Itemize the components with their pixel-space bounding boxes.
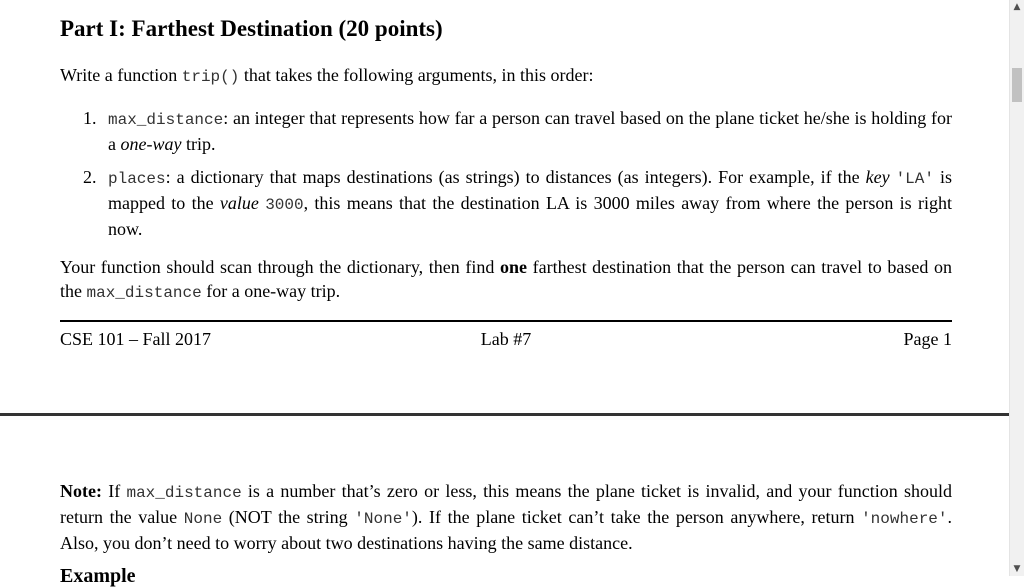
scroll-up-arrow-icon[interactable]: ▲ [1013,2,1021,12]
emphasis: key [865,167,890,187]
inline-code: trip() [181,68,240,86]
inline-code: 3000 [265,196,304,214]
next-section-heading [60,565,140,587]
footer-page-number: Page 1 [903,329,952,349]
list-text: , this means that the destination LA is 3000 miles away from where the person is right now. [108,193,952,239]
paragraph-text: If [101,481,127,501]
paragraph-text: ). If the plane ticket can’t take the person anywhere, return [411,507,862,527]
section-heading: Part I: Farthest Destination (20 points) [60,16,443,41]
footer-lab: Lab #7 [480,329,532,349]
inline-code: max_distance [86,284,202,302]
inline-code: 'LA' [895,170,934,188]
inline-code: 'nowhere' [861,510,948,528]
note-label: Note: [60,481,102,501]
emphasis: value [219,193,259,213]
inline-code: places [108,170,166,188]
paragraph-text: for a one-way trip. [201,281,341,301]
paragraph-text: is a number that’s zero or less, this means the plane ticket is invalid, and your function should return the value [60,481,952,527]
paragraph-text: (NOT the string [222,507,355,527]
list-text: : a dictionary that maps destinations (as strings) to distances (as integers). For example, if the [165,167,866,187]
emphasis: one-way [120,134,182,154]
note-paragraph [60,479,952,555]
scroll-down-arrow-icon[interactable]: ▼ [1013,564,1021,574]
argument-list [60,106,952,241]
page-footer [60,327,952,351]
list-item [60,106,952,156]
inline-code: None [183,510,223,528]
inline-code: max_distance [108,111,224,129]
inline-code: max_distance [126,484,242,502]
list-number: 1. [83,108,97,128]
next-heading-text: Example [60,565,136,587]
vertical-scrollbar[interactable] [1009,0,1024,576]
paragraph-text: Your function should scan through the dictionary, then find [60,257,500,277]
list-item [60,165,952,241]
intro-text: that takes the following arguments, in this order: [239,65,594,85]
scroll-thumb[interactable] [1012,68,1022,102]
intro-paragraph [60,63,593,89]
bold-text: one [499,257,527,277]
footer-rule [60,320,952,322]
inline-code: 'None' [354,510,412,528]
footer-course: CSE 101 – Fall 2017 [60,329,212,349]
page-separator [0,413,1010,416]
list-text: trip. [181,134,216,154]
scan-paragraph [60,255,952,305]
paragraph-text: farthest destination that the person can travel to based on the [60,257,952,301]
list-number: 2. [83,167,97,187]
list-text: is mapped to the [108,167,952,213]
list-text: : an integer that represents how far a person can travel based on the plane ticket he/she is holding for a [108,108,952,154]
intro-text: Write a function [60,65,182,85]
paragraph-text: . Also, you don’t need to worry about two destinations having the same distance. [60,507,952,553]
